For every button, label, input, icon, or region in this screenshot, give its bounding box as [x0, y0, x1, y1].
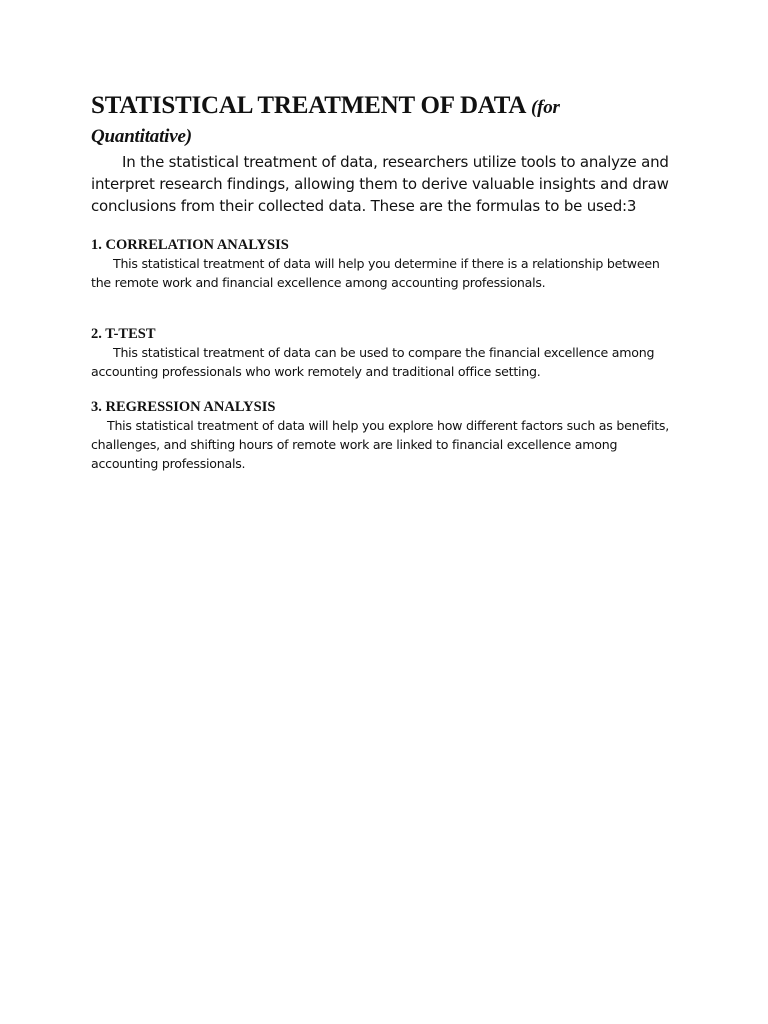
document-title: [91, 92, 681, 150]
section-regression-analysis: [91, 398, 681, 473]
section-heading: 1. CORRELATION ANALYSIS: [91, 237, 289, 253]
document-body: [91, 92, 681, 473]
title-subtitle-close: Quantitative): [91, 126, 192, 147]
title-subtitle-open: (for: [530, 97, 560, 118]
section-body: This statistical treatment of data will help you explore how different factors such as benefits, challenges, and shifting hours of remote work are linked to financial excellence among accounting professionals.: [91, 418, 669, 471]
section-body: This statistical treatment of data will help you determine if there is a relationship between the remote work and financial excellence among accounting professionals.: [91, 256, 660, 290]
section-body: This statistical treatment of data can be used to compare the financial excellence among accounting professionals who work remotely and traditional office setting.: [91, 345, 655, 379]
title-main: STATISTICAL TREATMENT OF DATA: [91, 92, 525, 119]
section-heading: 3. REGRESSION ANALYSIS: [91, 399, 276, 415]
section-t-test: [91, 325, 681, 381]
intro-paragraph: In the statistical treatment of data, researchers utilize tools to analyze and interpret research findings, allowing them to derive valuable insights and draw conclusions from their collected data. These are the formulas to be used:3: [91, 153, 669, 215]
section-heading: 2. T-TEST: [91, 326, 156, 342]
section-correlation-analysis: [91, 236, 681, 292]
